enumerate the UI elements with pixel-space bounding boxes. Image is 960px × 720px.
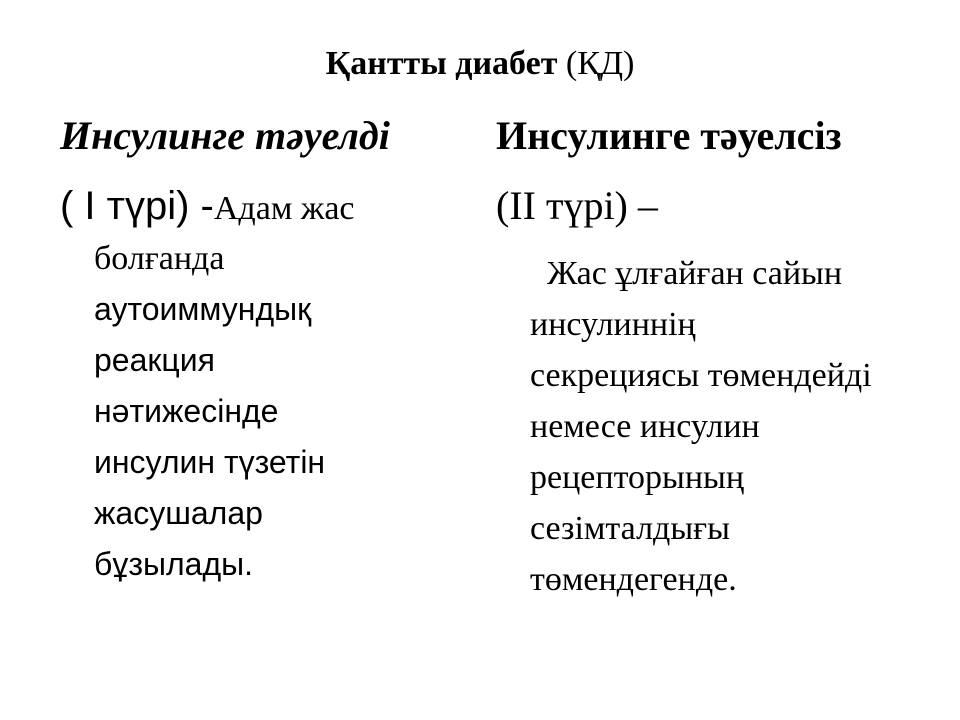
right-type-label: (II түрі) – [496,183,658,228]
left-column-subheading [60,182,460,233]
slide-title [0,44,960,84]
right-body-line: рецепторының [530,459,745,496]
left-body-line: реакция [94,342,215,378]
left-body-line: нәтижесінде [94,393,279,429]
left-body-line: болғанда [94,240,225,277]
right-body-line: сезімталдығы [530,510,730,547]
right-body-line: инсулиннің [530,306,696,343]
left-body-line: инсулин түзетін [94,444,326,480]
right-column-heading: Инсулинге тәуелсіз [496,113,842,158]
right-column [496,112,956,605]
right-body-line: төмендегенде. [530,561,737,598]
left-column-body [94,233,460,590]
left-body-line: бұзылады. [94,546,254,582]
left-column [60,112,460,590]
title-bold-part: Қантты диабет [325,45,558,82]
left-body-line: жасушалар [94,495,263,531]
left-column-heading: Инсулинге тәуелді [60,113,390,158]
title-normal-part: (ҚД) [557,45,635,82]
left-body-line: аутоиммундық [94,291,312,327]
left-inline-text: Адам жас [213,190,355,227]
right-column-subheading [496,182,956,230]
right-body-line: секрециясы төмендейді [530,357,872,394]
right-body-line: немесе инсулин [530,408,760,445]
right-column-body [530,248,956,605]
right-body-line: Жас ұлғайған сайын [530,255,843,292]
left-type-label: ( I түрі) - [60,184,214,228]
